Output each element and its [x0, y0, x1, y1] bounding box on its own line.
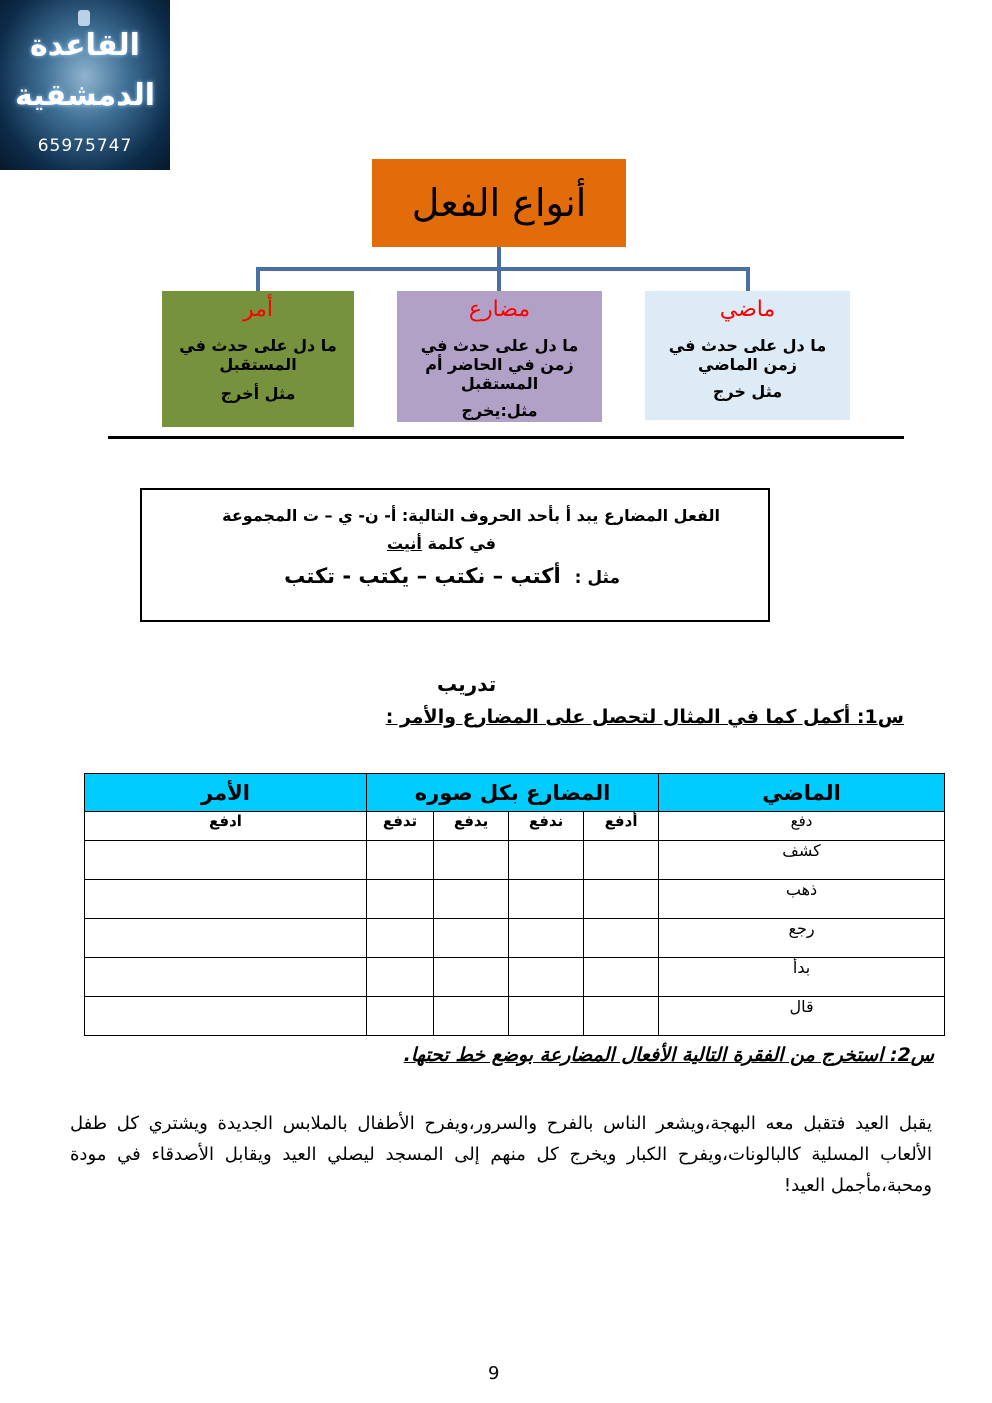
present-title: مضارع	[468, 297, 531, 322]
connector-left	[256, 267, 260, 291]
header-present: المضارع بكل صوره	[367, 774, 659, 812]
answer-cell[interactable]	[85, 997, 367, 1036]
answer-cell[interactable]	[434, 880, 509, 919]
cell-present: يدفع	[434, 812, 509, 841]
answer-cell[interactable]	[434, 919, 509, 958]
divider	[108, 436, 904, 439]
present-example: مثل:يخرج	[461, 401, 538, 420]
connector-middle	[497, 267, 501, 291]
answer-cell[interactable]	[434, 841, 509, 880]
answer-cell[interactable]	[509, 997, 584, 1036]
cell-past: كشف	[659, 841, 945, 880]
connector-horizontal	[256, 267, 750, 271]
answer-cell[interactable]	[367, 997, 434, 1036]
past-example: مثل خرج	[712, 382, 783, 401]
imperative-example: مثل أخرج	[220, 384, 296, 403]
answer-cell[interactable]	[367, 841, 434, 880]
cell-past: بدأ	[659, 958, 945, 997]
past-verb-box	[645, 291, 850, 420]
question-2: س2: استخرج من الفقرة التالية الأفعال المضارعة بوضع خط تحتها.	[403, 1044, 934, 1066]
lamp-icon	[78, 10, 90, 26]
cell-imperative: ادفع	[85, 812, 367, 841]
rule-box	[140, 488, 770, 622]
table-row	[85, 958, 945, 997]
header-imperative: الأمر	[85, 774, 367, 812]
rule-examples	[284, 564, 620, 588]
logo-line-1: القاعدة	[30, 28, 140, 63]
imperative-desc: ما دل على حدث في المستقبل	[179, 336, 337, 374]
cell-present: تدفع	[367, 812, 434, 841]
connector-right	[746, 267, 750, 291]
table-row	[85, 880, 945, 919]
answer-cell[interactable]	[584, 958, 659, 997]
past-title: ماضي	[719, 297, 776, 322]
answer-cell[interactable]	[584, 919, 659, 958]
rule-prefix: في كلمة	[421, 534, 496, 553]
answer-cell[interactable]	[85, 880, 367, 919]
root-title: أنواع الفعل	[411, 181, 587, 225]
present-desc: ما دل على حدث في زمن في الحاضر أم المستقبل	[420, 336, 579, 393]
training-heading: تدريب	[437, 672, 497, 696]
rule-text: الفعل المضارع يبد أ بأحد الحروف التالية: أ- ن- ي – ت المجموعة	[222, 506, 720, 525]
answer-cell[interactable]	[509, 841, 584, 880]
passage: يقبل العيد فتقبل معه البهجة،ويشعر الناس بالفرح والسرور،ويفرح الأطفال بالملابس الجديدة ويشتري كل طفل الألعاب المسلية كالبالونات،ويفرح الكبار ويخرج كل منهم إلى المسجد ليصلي العيد ويقابل الأصدقاء في مودة ومحبة،مأجمل العيد!	[70, 1113, 932, 1196]
answer-cell[interactable]	[509, 919, 584, 958]
cell-past: رجع	[659, 919, 945, 958]
answer-cell[interactable]	[85, 841, 367, 880]
answer-cell[interactable]	[584, 841, 659, 880]
answer-cell[interactable]	[85, 919, 367, 958]
logo-line-2: الدمشقية	[14, 78, 155, 113]
cell-past: ذهب	[659, 880, 945, 919]
answer-cell[interactable]	[434, 958, 509, 997]
cell-present: أدفع	[584, 812, 659, 841]
question-1: س1: أكمل كما في المثال لتحصل على المضارع والأمر :	[385, 706, 904, 728]
example-verbs: أكتب – نكتب – يكتب - تكتب	[284, 564, 561, 588]
table-row	[85, 841, 945, 880]
imperative-title: أمر	[242, 297, 274, 322]
rule-word: أنيت	[386, 534, 422, 553]
table-header-row	[85, 774, 945, 812]
present-verb-box	[397, 291, 602, 422]
answer-cell[interactable]	[434, 997, 509, 1036]
cell-past: قال	[659, 997, 945, 1036]
table-row	[85, 812, 945, 841]
example-label: مثل :	[574, 568, 620, 588]
cell-present: ندفع	[509, 812, 584, 841]
header-past: الماضي	[659, 774, 945, 812]
verb-types-root	[372, 159, 626, 247]
verb-table	[84, 773, 945, 1036]
answer-cell[interactable]	[584, 880, 659, 919]
imperative-verb-box	[162, 291, 354, 427]
answer-cell[interactable]	[367, 880, 434, 919]
rule-text-2	[387, 534, 496, 553]
answer-cell[interactable]	[367, 958, 434, 997]
answer-cell[interactable]	[509, 880, 584, 919]
table-row	[85, 997, 945, 1036]
cell-past: دفع	[659, 812, 945, 841]
answer-cell[interactable]	[367, 919, 434, 958]
page-number: 9	[488, 1363, 500, 1384]
logo	[0, 0, 170, 170]
logo-phone: 65975747	[37, 136, 133, 156]
connector-vertical	[497, 247, 501, 269]
answer-cell[interactable]	[584, 997, 659, 1036]
answer-cell[interactable]	[509, 958, 584, 997]
table-row	[85, 919, 945, 958]
answer-cell[interactable]	[85, 958, 367, 997]
past-desc: ما دل على حدث في زمن الماضي	[668, 336, 827, 374]
